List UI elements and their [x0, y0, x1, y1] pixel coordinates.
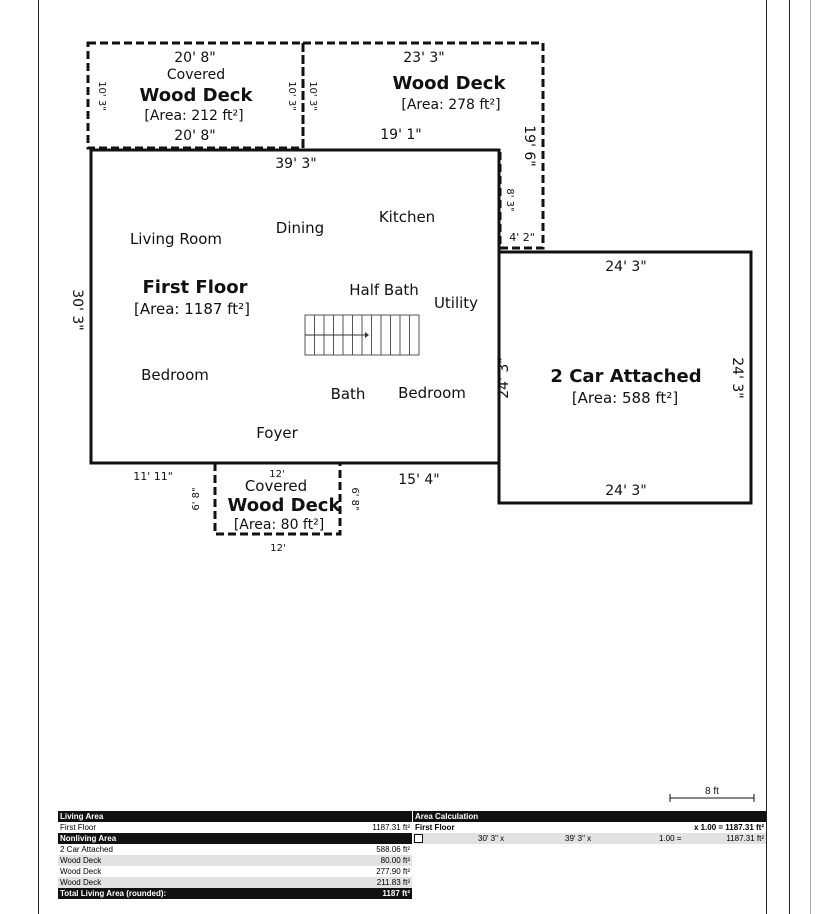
deck-covered-bottom-dim-top: 12': [269, 469, 285, 480]
deck-covered-top-dim-bottom: 20' 8": [174, 128, 216, 144]
nonliving-row-value: 80.00 ft²: [380, 856, 410, 865]
calc-result: 1187.31 ft²: [726, 834, 764, 843]
calc-shape-icon: [414, 834, 423, 843]
total-living-row: [58, 888, 412, 899]
deck-covered-bottom-dim-right: 6' 8": [349, 487, 360, 511]
room-foyer: Foyer: [256, 424, 298, 442]
garage-dim-top: 24' 3": [605, 259, 647, 275]
living-area-header: [58, 811, 412, 822]
area-calculation-header: [413, 811, 766, 822]
scale-label: 8 ft: [705, 786, 719, 797]
area-calculation-header-label: Area Calculation: [415, 812, 479, 821]
calc-dim-a: 30' 3" x: [478, 834, 505, 843]
first-floor-dim-bottom-right: 15' 4": [398, 472, 440, 488]
room-bedroom-left: Bedroom: [141, 366, 209, 384]
nonliving-row-value: 211.83 ft²: [376, 878, 410, 887]
garage-area: [Area: 588 ft²]: [571, 389, 679, 407]
deck-covered-bottom-covered: Covered: [244, 477, 308, 495]
deck-covered-top-covered: Covered: [166, 67, 226, 83]
area-calculation: [413, 811, 766, 844]
nonliving-row-name: Wood Deck: [60, 867, 102, 876]
calc-title: First Floor: [415, 823, 455, 832]
deck-top-right-dim-notch-v: 8' 3": [504, 188, 515, 212]
calc-row: [413, 833, 766, 844]
deck-top-right-dim-bottom: 19' 1": [380, 127, 422, 143]
deck-covered-top-dim-top: 20' 8": [174, 50, 216, 66]
scale-bar: [668, 785, 758, 803]
calc-title-row: [413, 822, 766, 833]
table-row: [58, 877, 412, 888]
room-bath: Bath: [330, 385, 366, 403]
deck-covered-bottom-area: [Area: 80 ft²]: [233, 517, 325, 533]
garage-dim-bottom: 24' 3": [605, 483, 647, 499]
table-row: [58, 844, 412, 855]
garage-title: 2 Car Attached: [550, 366, 702, 387]
table-row: [58, 866, 412, 877]
deck-covered-top-dim-right: 10' 3": [286, 81, 297, 111]
deck-top-right-title: Wood Deck: [392, 73, 506, 94]
first-floor-dim-bottom-left: 11' 11": [133, 470, 173, 483]
nonliving-row-value: 277.90 ft²: [376, 867, 410, 876]
living-row-value: 1187.31 ft²: [372, 823, 410, 832]
area-summary: [58, 811, 412, 899]
first-floor-dim-top: 39' 3": [275, 156, 317, 172]
table-row: [58, 855, 412, 866]
nonliving-row-name: Wood Deck: [60, 878, 102, 887]
deck-covered-top-area: [Area: 212 ft²]: [144, 108, 244, 124]
garage-dim-left: 24' 3": [496, 357, 512, 399]
nonliving-row-value: 588.06 ft²: [376, 845, 410, 854]
deck-covered-bottom-title: Wood Deck: [227, 495, 341, 516]
room-kitchen: Kitchen: [378, 208, 436, 226]
garage-dim-right: 24' 3": [729, 357, 745, 399]
nonliving-area-header: [58, 833, 412, 844]
nonliving-row-name: Wood Deck: [60, 856, 102, 865]
deck-top-right-dim-left: 10' 3": [307, 81, 318, 111]
calc-factor-value: 1.00 =: [659, 834, 682, 843]
total-living-label: Total Living Area (rounded):: [60, 889, 167, 898]
deck-covered-bottom-dim-bottom: 12': [270, 543, 286, 554]
living-row-name: First Floor: [60, 823, 96, 832]
living-area-header-label: Living Area: [60, 812, 104, 821]
room-dining: Dining: [275, 219, 325, 237]
total-living-value: 1187 ft²: [382, 889, 410, 898]
nonliving-row-name: 2 Car Attached: [60, 845, 113, 854]
first-floor-title: First Floor: [142, 277, 248, 298]
deck-top-right-area: [Area: 278 ft²]: [401, 97, 501, 113]
deck-covered-bottom-dim-left: 6' 8": [191, 487, 202, 511]
deck-covered-top-dim-left: 10' 3": [96, 81, 107, 111]
deck-top-right-dim-top: 23' 3": [403, 50, 445, 66]
deck-top-right-dim-right: 19' 6": [521, 125, 537, 167]
room-half-bath: Half Bath: [349, 281, 419, 299]
calc-dim-b: 39' 3" x: [565, 834, 592, 843]
table-row: [58, 822, 412, 833]
room-utility: Utility: [433, 294, 479, 312]
first-floor-area: [Area: 1187 ft²]: [134, 300, 250, 318]
room-bedroom-right: Bedroom: [398, 384, 466, 402]
room-living-room: Living Room: [129, 230, 223, 248]
calc-factor: x 1.00 = 1187.31 ft²: [693, 823, 764, 832]
deck-top-right-dim-notch-h: 4' 2": [509, 231, 535, 244]
deck-covered-top-title: Wood Deck: [139, 85, 253, 106]
first-floor-dim-left: 30' 3": [69, 289, 85, 331]
nonliving-area-header-label: Nonliving Area: [60, 834, 117, 843]
